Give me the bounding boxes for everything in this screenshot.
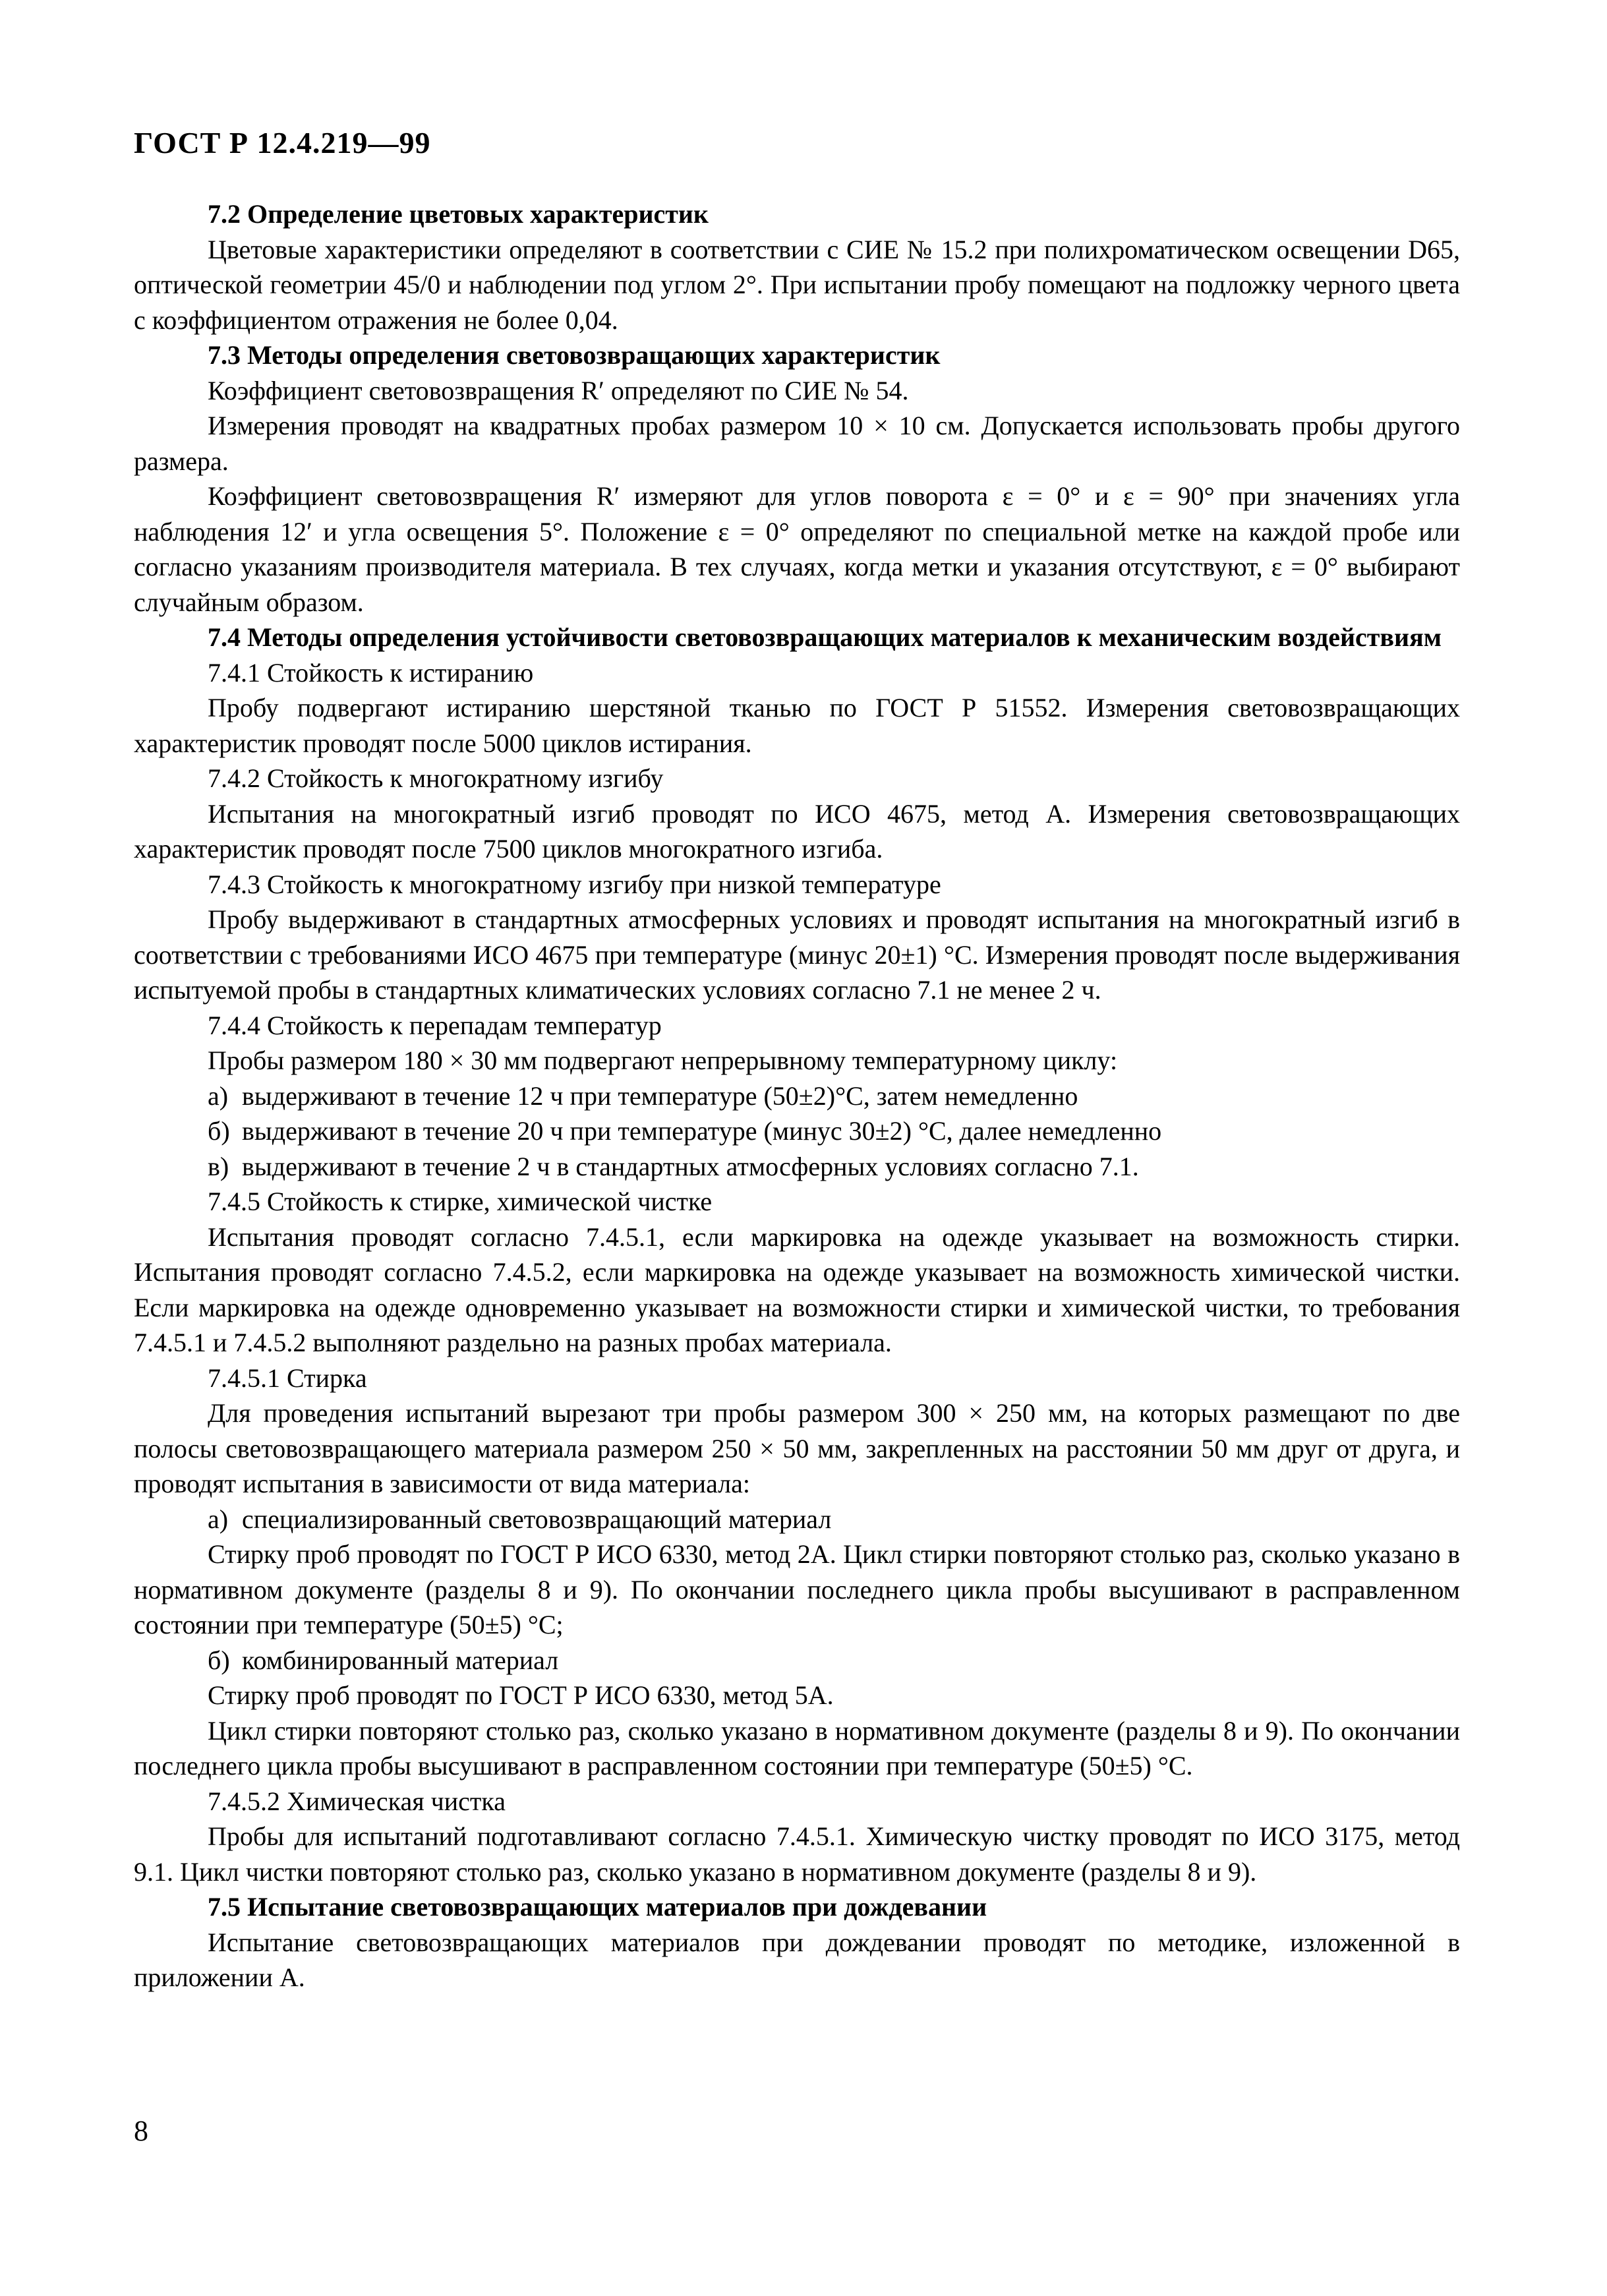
list-item (134, 1502, 1460, 1537)
body-paragraph: Для проведения испытаний вырезают три пробы размером 300 × 250 мм, на которых размещают по две полосы световозвращающего материала размером 250 × 50 мм, закрепленных на расстоянии 50 мм друг от друга, и проводят испытания в зависимости от вида материала: (134, 1398, 1460, 1498)
body-paragraph: Испытания на многократный изгиб проводят по ИСО 4675, метод А. Измерения световозвращающих характеристик проводят после 7500 циклов многократного изгиба. (134, 798, 1460, 864)
body-paragraph: Пробы размером 180 × 30 мм подвергают непрерывному температурному циклу: (208, 1045, 1118, 1075)
list-item-text: специализированный световозвращающий материал (242, 1504, 832, 1534)
section-heading: 7.5 Испытание световозвращающих материалов при дождевании (208, 1892, 987, 1922)
section-heading: 7.4 Методы определения устойчивости световозвращающих материалов к механическим воздействиям (208, 622, 1442, 652)
list-item-text: выдерживают в течение 20 ч при температуре (минус 30±2) °С, далее немедленно (242, 1116, 1162, 1146)
body-paragraph: 7.4.5.1 Стирка (208, 1363, 367, 1393)
body-paragraph: Пробу выдерживают в стандартных атмосферных условиях и проводят испытания на многократный изгиб в соответствии с требованиями ИСО 4675 при температуре (минус 20±1) °С. Измерения проводят после выдерживания испытуемой пробы в стандартных климатических условиях согласно 7.1 не менее 2 ч. (134, 904, 1460, 1005)
body-paragraph: Пробу подвергают истиранию шерстяной тканью по ГОСТ Р 51552. Измерения световозвращающих характеристик проводят после 5000 циклов истирания. (134, 693, 1460, 758)
body-paragraph: Стирку проб проводят по ГОСТ Р ИСО 6330, метод 5А. (208, 1680, 834, 1710)
list-item (134, 1113, 1460, 1149)
list-marker: б) (208, 1116, 230, 1146)
list-marker: а) (208, 1080, 229, 1111)
body-paragraph: Цикл стирки повторяют столько раз, сколько указано в нормативном документе (разделы 8 и 9). По окончании последнего цикла пробы высушивают в расправленном состоянии при температуре (50±5) °С. (134, 1715, 1460, 1781)
body-paragraph: Испытания проводят согласно 7.4.5.1, если маркировка на одежде указывает на возможность стирки. Испытания проводят согласно 7.4.5.2, если маркировка на одежде указывает на возможность химической чистки. Если маркировка на одежде одновременно указывает на возможности стирки и химической чистки, то требования 7.4.5.1 и 7.4.5.2 выполняют раздельно на разных пробах материала. (134, 1222, 1460, 1357)
body-paragraph: Измерения проводят на квадратных пробах размером 10 × 10 см. Допускается использовать пробы другого размера. (134, 411, 1460, 476)
list-item-text: комбинированный материал (242, 1645, 559, 1675)
document-body (134, 196, 1460, 1995)
list-item (134, 1643, 1460, 1678)
body-paragraph: 7.4.3 Стойкость к многократному изгибу при низкой температуре (208, 869, 941, 899)
body-paragraph: 7.4.1 Стойкость к истиранию (208, 657, 534, 688)
body-paragraph: 7.4.4 Стойкость к перепадам температур (208, 1010, 662, 1040)
page-number: 8 (134, 2115, 148, 2147)
body-paragraph: Пробы для испытаний подготавливают согласно 7.4.5.1. Химическую чистку проводят по ИСО 3175, метод 9.1. Цикл чистки повторяют столько раз, сколько указано в нормативном документе (разделы 8 и 9). (134, 1821, 1460, 1887)
list-item-text: выдерживают в течение 2 ч в стандартных атмосферных условиях согласно 7.1. (242, 1151, 1139, 1181)
body-paragraph: 7.4.5 Стойкость к стирке, химической чистке (208, 1187, 713, 1216)
list-marker: б) (208, 1645, 230, 1675)
list-marker: в) (208, 1151, 229, 1181)
body-paragraph: 7.4.5.2 Химическая чистка (208, 1786, 506, 1816)
body-paragraph: Коэффициент световозвращения R′ измеряют для углов поворота ε = 0° и ε = 90° при значениях угла наблюдения 12′ и угла освещения 5°. Положение ε = 0° определяют по специальной метке на каждой пробе или согласно указаниям производителя материала. В тех случаях, когда метки и указания отсутствуют, ε = 0° выбирают случайным образом. (134, 481, 1460, 617)
body-paragraph: Испытание световозвращающих материалов при дождевании проводят по методике, изложенной в приложении А. (134, 1927, 1460, 1992)
list-item (134, 1149, 1460, 1185)
section-heading: 7.3 Методы определения световозвращающих характеристик (208, 340, 941, 370)
body-paragraph: 7.4.2 Стойкость к многократному изгибу (208, 763, 664, 793)
page-header: ГОСТ Р 12.4.219—99 (134, 126, 431, 160)
list-item-text: выдерживают в течение 12 ч при температуре (50±2)°С, затем немедленно (242, 1080, 1078, 1111)
list-marker: а) (208, 1504, 229, 1534)
body-paragraph: Стирку проб проводят по ГОСТ Р ИСО 6330, метод 2А. Цикл стирки повторяют столько раз, сколько указано в нормативном документе (разделы 8 и 9). По окончании последнего цикла пробы высушивают в расправленном состоянии при температуре (50±5) °С; (134, 1539, 1460, 1639)
list-item (134, 1078, 1460, 1114)
body-paragraph: Цветовые характеристики определяют в соответствии с СИЕ № 15.2 при полихроматическом освещении D65, оптической геометрии 45/0 и наблюдении под углом 2°. При испытании пробу помещают на подложку черного цвета с коэффициентом отражения не более 0,04. (134, 234, 1460, 335)
section-heading: 7.2 Определение цветовых характеристик (208, 199, 709, 229)
body-paragraph: Коэффициент световозвращения R′ определяют по СИЕ № 54. (208, 375, 909, 405)
